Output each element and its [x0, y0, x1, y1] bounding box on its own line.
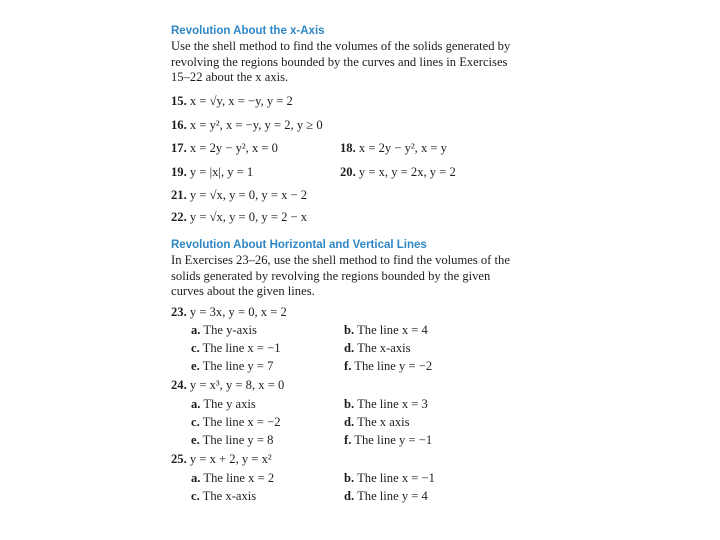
- exercise-25-part-b: [344, 471, 435, 485]
- part-text: The x-axis: [357, 341, 411, 355]
- exercise-24-part-c: [191, 415, 281, 429]
- exercise-equations: x = √y, x = −y, y = 2: [189, 94, 293, 108]
- part-text: The line x = −2: [202, 415, 281, 429]
- part-label: e.: [191, 433, 200, 447]
- part-text: The line y = 4: [357, 489, 428, 503]
- exercise-23-part-d: [344, 341, 411, 355]
- exercise-number: 16.: [171, 118, 187, 132]
- exercise-equations: x = 2y − y², x = 0: [189, 141, 278, 155]
- exercise-25-part-a: [191, 471, 274, 485]
- exercise-24-part-e: [191, 433, 273, 447]
- exercise-equations: y = x + 2, y = x²: [189, 452, 272, 466]
- exercise-number: 25.: [171, 452, 187, 466]
- section-heading-x-axis: Revolution About the x-Axis: [171, 25, 325, 37]
- exercise-21: [171, 188, 307, 202]
- exercise-24-part-d: [344, 415, 410, 429]
- part-label: a.: [191, 397, 201, 411]
- exercise-23-part-b: [344, 323, 428, 337]
- part-label: d.: [344, 489, 355, 503]
- part-label: b.: [344, 397, 355, 411]
- exercise-equations: y = 3x, y = 0, x = 2: [189, 305, 287, 319]
- exercise-equations: y = x³, y = 8, x = 0: [189, 378, 285, 392]
- exercise-number: 20.: [340, 165, 356, 179]
- exercise-23: [171, 305, 287, 319]
- section-intro-x-axis: Use the shell method to find the volumes of the solids generated by revolving the regions bounded by the curves and lines in Exercises 15–22 about the x axis.: [171, 39, 511, 84]
- part-label: e.: [191, 359, 200, 373]
- part-label: f.: [344, 433, 352, 447]
- exercise-25: [171, 452, 272, 466]
- part-text: The y-axis: [203, 323, 257, 337]
- exercise-19: [171, 165, 253, 179]
- exercise-23-part-e: [191, 359, 273, 373]
- part-text: The line x = 3: [357, 397, 428, 411]
- exercise-number: 15.: [171, 94, 187, 108]
- part-text: The line x = 4: [357, 323, 428, 337]
- part-text: The x axis: [357, 415, 410, 429]
- exercise-18: [340, 141, 447, 155]
- exercise-20: [340, 165, 456, 179]
- part-label: a.: [191, 323, 201, 337]
- exercise-number: 23.: [171, 305, 187, 319]
- exercise-23-part-f: [344, 359, 432, 373]
- exercise-number: 21.: [171, 188, 187, 202]
- part-label: d.: [344, 415, 355, 429]
- exercise-number: 18.: [340, 141, 356, 155]
- exercise-equations: y = √x, y = 0, y = 2 − x: [189, 210, 308, 224]
- exercise-number: 24.: [171, 378, 187, 392]
- part-text: The line y = 8: [202, 433, 274, 447]
- section-intro-horizontal-vertical: In Exercises 23–26, use the shell method to find the volumes of the solids generated by revolving the regions bounded by the given curves about the given lines.: [171, 253, 510, 298]
- exercise-24: [171, 378, 284, 392]
- part-text: The line y = −1: [354, 433, 433, 447]
- part-text: The line x = 2: [203, 471, 275, 485]
- exercise-equations: x = 2y − y², x = y: [358, 141, 447, 155]
- exercise-24-part-b: [344, 397, 428, 411]
- exercise-22: [171, 210, 307, 224]
- part-text: The line x = −1: [357, 471, 435, 485]
- exercise-number: 22.: [171, 210, 187, 224]
- exercise-equations: x = y², x = −y, y = 2, y ≥ 0: [189, 118, 323, 132]
- exercise-equations: y = √x, y = 0, y = x − 2: [189, 188, 308, 202]
- part-label: b.: [344, 323, 355, 337]
- part-text: The x-axis: [202, 489, 257, 503]
- part-label: f.: [344, 359, 352, 373]
- exercise-17: [171, 141, 278, 155]
- exercise-equations: y = |x|, y = 1: [189, 165, 254, 179]
- part-text: The y axis: [203, 397, 256, 411]
- part-label: d.: [344, 341, 355, 355]
- part-text: The line y = 7: [202, 359, 274, 373]
- exercise-24-part-a: [191, 397, 256, 411]
- exercise-25-part-c: [191, 489, 256, 503]
- part-text: The line x = −1: [202, 341, 281, 355]
- part-label: c.: [191, 489, 200, 503]
- part-label: a.: [191, 471, 201, 485]
- exercise-23-part-a: [191, 323, 257, 337]
- exercise-24-part-f: [344, 433, 432, 447]
- part-label: b.: [344, 471, 355, 485]
- section-heading-horizontal-vertical: Revolution About Horizontal and Vertical Lines: [171, 239, 427, 251]
- part-label: c.: [191, 415, 200, 429]
- exercise-23-part-c: [191, 341, 281, 355]
- exercise-25-part-d: [344, 489, 428, 503]
- exercise-number: 19.: [171, 165, 187, 179]
- exercise-equations: y = x, y = 2x, y = 2: [358, 165, 456, 179]
- exercise-number: 17.: [171, 141, 187, 155]
- part-label: c.: [191, 341, 200, 355]
- exercise-16: [171, 118, 323, 132]
- exercise-15: [171, 94, 293, 108]
- part-text: The line y = −2: [354, 359, 433, 373]
